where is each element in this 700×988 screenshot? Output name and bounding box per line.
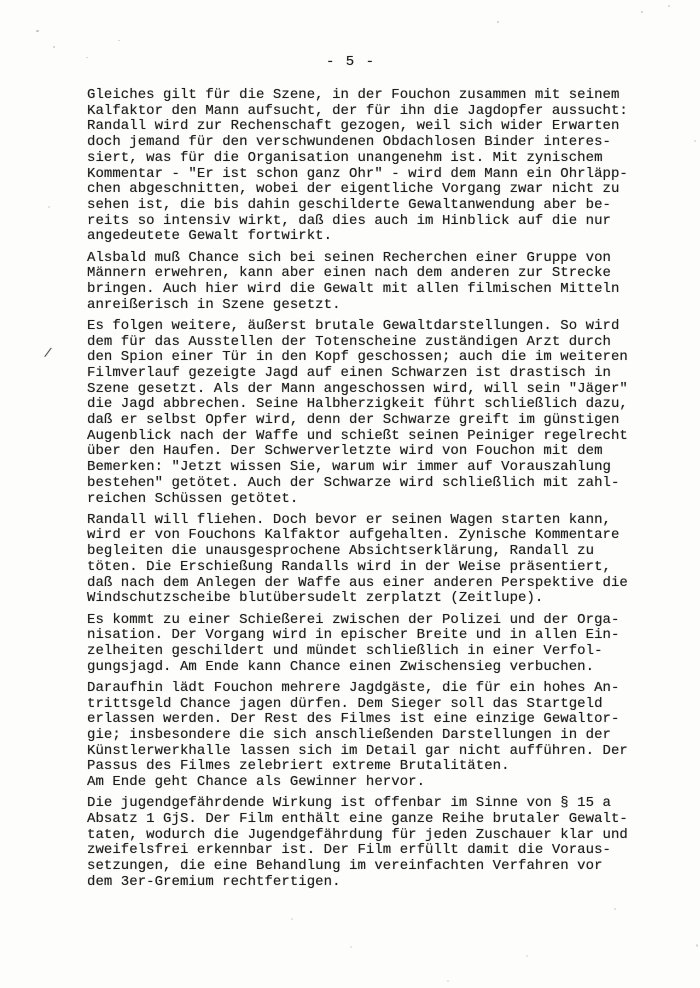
text-line: setzungen, die eine Behandlung im vereinfachten Verfahren vor xyxy=(87,858,603,875)
scan-speckle xyxy=(497,21,499,23)
scan-speckle xyxy=(118,40,120,41)
text-line: zweifelsfrei erkennbar ist. Der Film erfüllt damit die Voraus- xyxy=(87,842,611,859)
text-line: Künstlerwerkhalle lassen sich im Detail gar nicht aufführen. Der xyxy=(87,742,628,759)
text-line: den Spion einer Tür in den Kopf geschossen; auch die im weiteren xyxy=(87,349,628,366)
text-line: begleiten die unausgesprochene Absichtserklärung, Randall zu xyxy=(87,543,595,560)
text-line: Am Ende geht Chance als Gewinner hervor. xyxy=(87,774,426,791)
text-line: Passus des Filmes zelebriert extreme Brutalitäten. xyxy=(87,758,510,775)
text-line: sehen ist, die bis dahin geschilderte Gewaltanwendung aber be- xyxy=(87,196,611,213)
scan-speckle xyxy=(694,140,696,142)
paragraph xyxy=(87,319,643,507)
text-line: nisation. Der Vorgang wird in epischer Breite und in allen Ein- xyxy=(87,627,620,644)
text-line: Augenblick nach der Waffe und schießt seinen Peiniger regelrecht xyxy=(87,427,628,444)
paragraph xyxy=(87,681,643,791)
text-line: die Jagd abbrechen. Seine Halbherzigkeit führt schließlich dazu, xyxy=(87,396,628,413)
scan-speckle xyxy=(614,908,616,910)
text-line: Windschutzscheibe blutübersudelt zerplatzt (Zeitlupe). xyxy=(87,590,544,607)
text-line: Daraufhin lädt Fouchon mehrere Jagdgäste, die für ein hohes An- xyxy=(87,679,620,696)
text-line: bringen. Auch hier wird die Gewalt mit allen filmischen Mitteln xyxy=(87,280,620,297)
scan-speckle xyxy=(291,918,293,920)
text-line: anreißerisch in Szene gesetzt. xyxy=(87,296,341,313)
text-line: Szene gesetzt. Als der Mann angeschossen wird, will sein "Jäger" xyxy=(87,380,628,397)
text-line: dem für das Ausstellen der Totenscheine zuständigen Arzt durch xyxy=(87,333,611,350)
scan-speckle xyxy=(53,46,55,48)
text-line: daß er selbst Opfer wird, denn der Schwarze greift im günstigen xyxy=(87,412,620,429)
scan-speckle xyxy=(668,5,670,7)
paragraph xyxy=(87,251,643,314)
text-line: chen abgeschnitten, wobei der eigentliche Vorgang zwar nicht zu xyxy=(87,181,620,198)
text-line: taten, wodurch die Jugendgefährdung für jeden Zuschauer klar und xyxy=(87,826,628,843)
text-line: gungsjagd. Am Ende kann Chance einen Zwischensieg verbuchen. xyxy=(87,658,595,675)
text-line: Kommentar - "Er ist schon ganz Ohr" - wird dem Mann ein Ohrläpp- xyxy=(87,165,628,182)
text-line: reichen Schüssen getötet. xyxy=(87,490,299,507)
text-line: Bemerken: "Jetzt wissen Sie, warum wir immer auf Vorauszahlung xyxy=(87,459,611,476)
paragraph xyxy=(87,513,643,607)
scan-speckle xyxy=(86,57,88,58)
text-line: Alsbald muß Chance sich bei seinen Recherchen einer Gruppe von xyxy=(87,249,611,266)
text-line: Es folgen weitere, äußerst brutale Gewaltdarstellungen. So wird xyxy=(87,317,620,334)
scan-speckle xyxy=(696,944,698,947)
paragraph xyxy=(87,88,643,245)
paragraph xyxy=(87,796,643,890)
document-body xyxy=(87,88,643,896)
margin-pen-mark: / xyxy=(42,345,53,362)
text-line: erlassen werden. Der Rest des Filmes ist eine einzige Gewaltor- xyxy=(87,711,620,728)
text-line: reits so intensiv wirkt, daß dies auch im Hinblick auf die nur xyxy=(87,212,611,229)
text-line: Gleiches gilt für die Szene, in der Fouchon zusammen mit seinem xyxy=(87,87,620,103)
page-number: - 5 - xyxy=(326,54,376,70)
text-line: bestehen" getötet. Auch der Schwarze wird schließlich mit zahl- xyxy=(87,474,620,491)
text-line: Kalfaktor den Mann aufsucht, der für ihn die Jagdopfer aussucht: xyxy=(87,102,628,119)
text-line: töten. Die Erschießung Randalls wird in der Weise präsentiert, xyxy=(87,558,611,575)
text-line: angedeutete Gewalt fortwirkt. xyxy=(87,228,333,245)
text-line: zelheiten geschildert und mündet schließlich in einer Verfol- xyxy=(87,642,603,659)
scan-speckle xyxy=(48,206,50,208)
text-line: Randall wird zur Rechenschaft gezogen, weil sich wider Erwarten xyxy=(87,118,620,135)
scan-speckle xyxy=(526,955,528,957)
text-line: gie; insbesondere die sich anschließenden Darstellungen in der xyxy=(87,726,611,743)
text-line: Männern erwehren, kann aber einen nach dem anderen zur Strecke xyxy=(87,265,611,282)
text-line: siert, was für die Organisation unangenehm ist. Mit zynischem xyxy=(87,149,603,166)
paragraph xyxy=(87,613,643,676)
scan-speckle xyxy=(350,946,352,948)
text-line: wird er von Fouchons Kalfaktor aufgehalten. Zynische Kommentare xyxy=(87,527,620,544)
text-line: über den Haufen. Der Schwerverletzte wird von Fouchon mit dem xyxy=(87,443,603,460)
text-line: doch jemand für den verschwundenen Obdachlosen Binder interes- xyxy=(87,134,611,151)
text-line: Randall will fliehen. Doch bevor er seinen Wagen starten kann, xyxy=(87,511,611,528)
text-line: dem 3er-Gremium rechtfertigen. xyxy=(87,873,341,890)
text-line: Die jugendgefährdende Wirkung ist offenbar im Sinne von § 15 a xyxy=(87,795,611,812)
scan-speckle xyxy=(641,11,643,13)
text-line: Absatz 1 GjS. Der Film enthält eine ganze Reihe brutaler Gewalt- xyxy=(87,810,628,827)
text-line: Es kommt zu einer Schießerei zwischen der Polizei und der Orga- xyxy=(87,611,620,628)
text-line: Filmverlauf gezeigte Jagd auf einen Schwarzen ist drastisch in xyxy=(87,364,611,381)
scan-speckle xyxy=(36,30,39,32)
text-line: daß nach dem Anlegen der Waffe aus einer anderen Perspektive die xyxy=(87,574,628,591)
scan-speckle xyxy=(447,980,449,982)
text-line: trittsgeld Chance jagen dürfen. Dem Sieger soll das Startgeld xyxy=(87,695,603,712)
